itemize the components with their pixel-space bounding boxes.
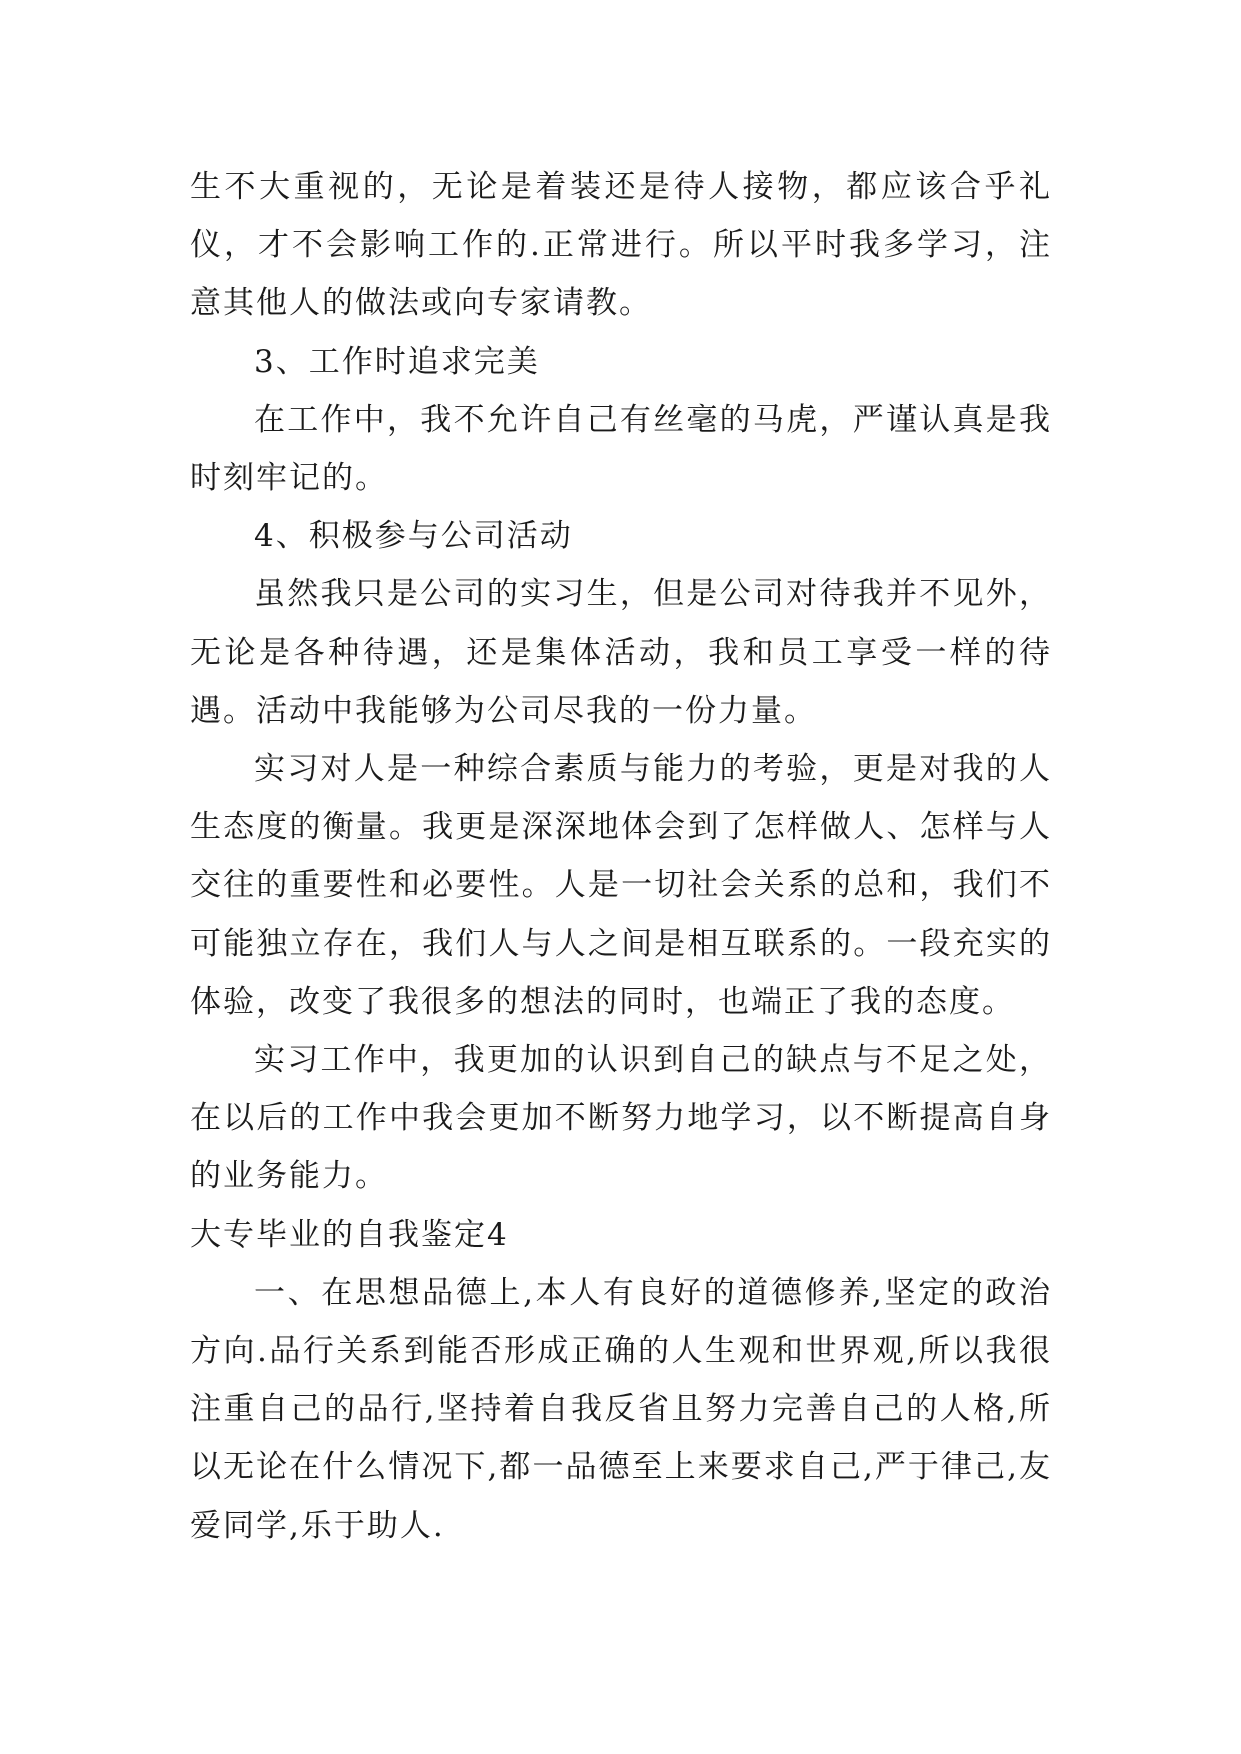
paragraph-shortcomings: 实习工作中，我更加的认识到自己的缺点与不足之处，在以后的工作中我会更加不断努力地学习，以不断提高自身的业务能力。 [190,1042,1052,1195]
subheading-4: 4、积极参与公司活动 [254,518,573,555]
paragraph-continued: 生不大重视的，无论是着装还是待人接物，都应该合乎礼仪，才不会影响工作的.正常进行。所以平时我多学习，注意其他人的做法或向专家请教。 [190,169,1052,322]
paragraph-perfection: 在工作中，我不允许自己有丝毫的马虎，严谨认真是我时刻牢记的。 [190,401,1052,497]
paragraph-internship-reflection: 实习对人是一种综合素质与能力的考验，更是对我的人生态度的衡量。我更是深深地体会到了怎样做人、怎样与人交往的重要性和必要性。人是一切社会关系的总和，我们不可能独立存在，我们人与人之间是相互联系的。一段充实的体验，改变了我很多的想法的同时，也端正了我的态度。 [190,751,1052,1020]
section-title: 大专毕业的自我鉴定4 [190,1216,509,1253]
paragraph-moral-character: 一、在思想品德上,本人有良好的道德修养,坚定的政治方向.品行关系到能否形成正确的人生观和世界观,所以我很注重自己的品行,坚持着自我反省且努力完善自己的人格,所以无论在什么情况下,都一品德至上来要求自己,严于律己,友爱同学,乐于助人. [190,1274,1052,1544]
subheading-3: 3、工作时追求完美 [254,343,540,380]
paragraph-company-activities: 虽然我只是公司的实习生，但是公司对待我并不见外，无论是各种待遇，还是集体活动，我和员工享受一样的待遇。活动中我能够为公司尽我的一份力量。 [190,576,1052,729]
document-page [190,158,1052,1555]
